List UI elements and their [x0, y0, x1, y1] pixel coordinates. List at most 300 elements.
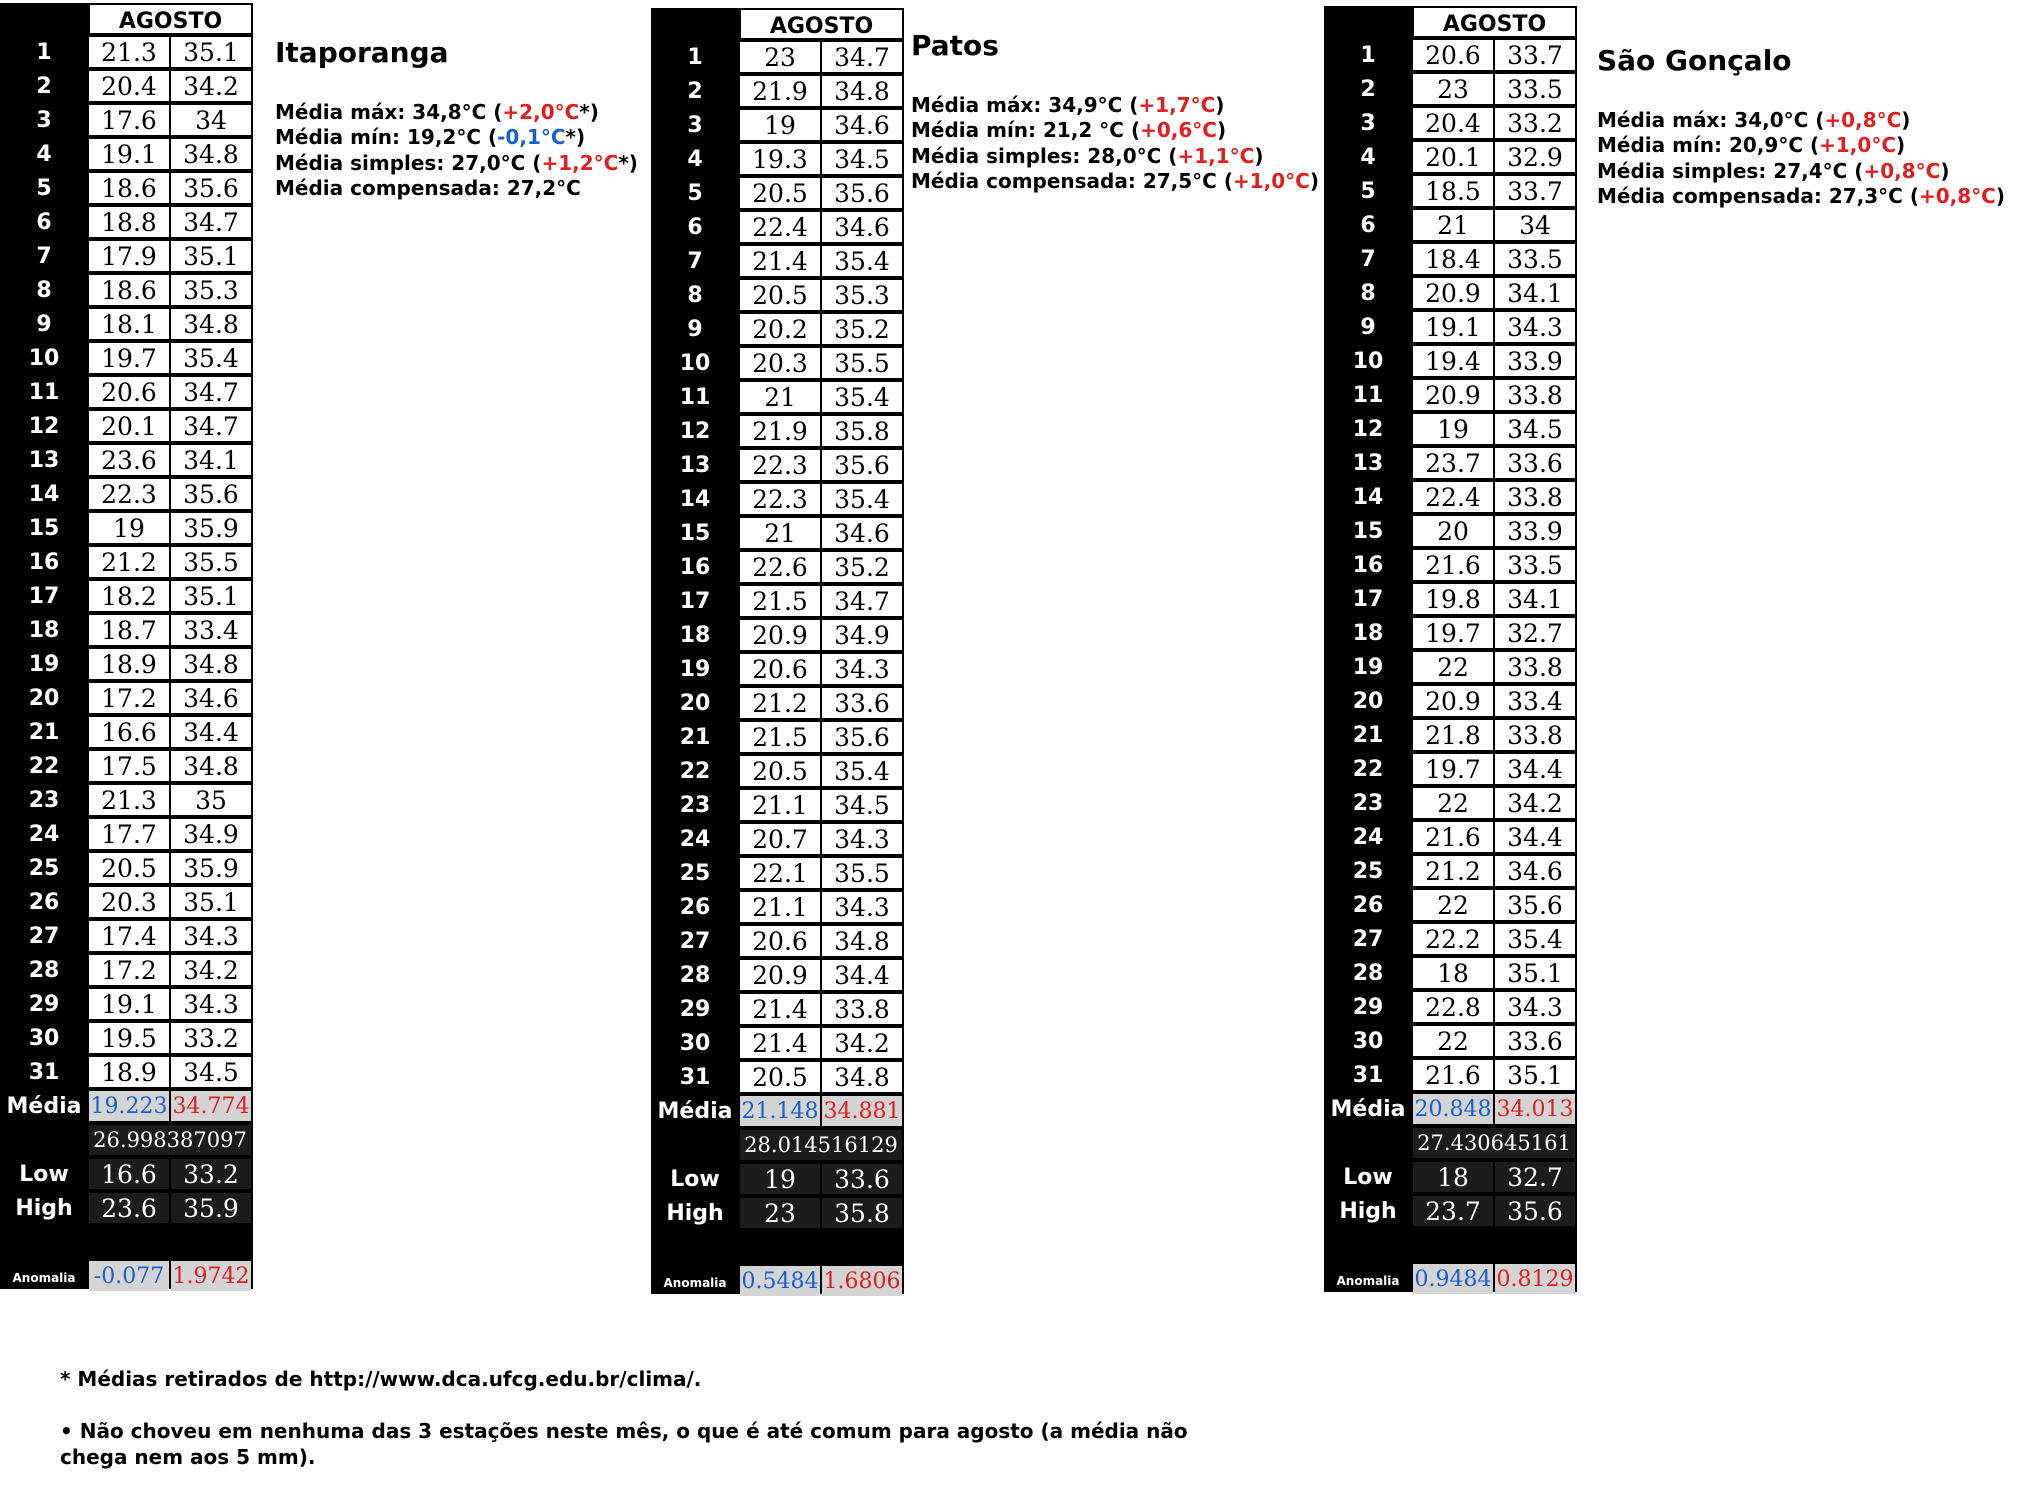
max-temp-cell: 34.8: [822, 76, 902, 106]
summary-line: [275, 125, 638, 151]
anomaly-value: +1,0°C: [1819, 133, 1896, 157]
day-label: 25: [28, 856, 60, 881]
day-label: 8: [1360, 281, 1376, 306]
max-temp-cell: 34.4: [1495, 822, 1575, 852]
table-row: [651, 720, 904, 754]
day-label: 27: [28, 924, 60, 949]
table-row: [1324, 140, 1577, 174]
day-label: 12: [1352, 417, 1384, 442]
summary-suffix: ): [1896, 133, 1906, 157]
summary-line: [1597, 184, 2005, 210]
max-temp-cell: 34.6: [822, 212, 902, 242]
high-row: [0, 1191, 253, 1225]
day-label: 22: [1352, 757, 1384, 782]
min-temp-cell: 21.8: [1413, 720, 1493, 750]
day-label: 8: [36, 278, 52, 303]
table-row: [1324, 242, 1577, 276]
day-label: 8: [687, 283, 703, 308]
anomaly-value: -0,1°C: [497, 125, 566, 149]
day-label: 5: [1360, 179, 1376, 204]
summary-suffix: ): [1309, 169, 1319, 193]
min-temp-cell: 22: [1413, 890, 1493, 920]
max-temp-cell: 35.4: [822, 246, 902, 276]
max-temp-cell: 33.8: [1495, 380, 1575, 410]
summary-suffix: ): [1215, 92, 1225, 117]
station-summary-0: [275, 36, 638, 202]
day-label: 7: [687, 249, 703, 274]
min-temp-cell: 20.3: [89, 887, 169, 917]
max-temp-cell: 34.3: [1495, 312, 1575, 342]
day-label: 9: [687, 317, 703, 342]
station-table-2: [1324, 6, 1577, 1292]
max-temp-cell: 34.4: [822, 960, 902, 990]
table-row: [651, 278, 904, 312]
min-temp-cell: 21.2: [89, 547, 169, 577]
min-temp-cell: 19.1: [89, 989, 169, 1019]
min-temp-cell: 22.3: [740, 450, 820, 480]
day-label: 20: [1352, 689, 1384, 714]
table-row: [651, 754, 904, 788]
anomaly-value: +0,8°C: [1918, 184, 1996, 208]
table-row: [1324, 684, 1577, 718]
table-row: [1324, 208, 1577, 242]
day-label: 26: [28, 890, 60, 915]
summary-line: [275, 100, 638, 126]
min-temp-cell: 18.7: [89, 615, 169, 645]
max-temp-cell: 35.9: [171, 853, 251, 883]
table-row: [651, 346, 904, 380]
min-temp-cell: 18.1: [89, 309, 169, 339]
overall-mean-cell: 28.014516129: [740, 1130, 902, 1160]
day-label: 11: [679, 385, 711, 410]
max-temp-cell: 32.7: [1495, 618, 1575, 648]
min-temp-cell: 19.3: [740, 144, 820, 174]
day-label: 17: [679, 589, 711, 614]
max-temp-cell: 33.5: [1495, 244, 1575, 274]
max-temp-cell: 34.1: [171, 445, 251, 475]
day-label: 16: [1352, 553, 1384, 578]
table-row: [1324, 276, 1577, 310]
table-row: [651, 40, 904, 74]
table-row: [0, 885, 253, 919]
max-temp-cell: 35: [171, 785, 251, 815]
min-temp-cell: 23: [740, 42, 820, 72]
table-row: [1324, 72, 1577, 106]
min-temp-cell: 22.4: [740, 212, 820, 242]
media-min-cell: 21.148: [740, 1096, 820, 1126]
day-label: 17: [1352, 587, 1384, 612]
max-temp-cell: 34.7: [171, 377, 251, 407]
min-temp-cell: 21.1: [740, 790, 820, 820]
max-temp-cell: 34.6: [822, 110, 902, 140]
max-temp-cell: 34.8: [171, 139, 251, 169]
month-header: AGOSTO: [88, 3, 253, 35]
table-row: [1324, 922, 1577, 956]
table-row: [651, 210, 904, 244]
station-table-0: [0, 3, 253, 1289]
min-temp-cell: 19.5: [89, 1023, 169, 1053]
anomaly-max-cell: 1.6806: [822, 1266, 902, 1296]
min-temp-cell: 20.9: [1413, 686, 1493, 716]
max-temp-cell: 35.6: [171, 173, 251, 203]
min-temp-cell: 21.5: [740, 586, 820, 616]
min-temp-cell: 20.4: [89, 71, 169, 101]
summary-label: Média compensada: 27,3°C (: [1597, 184, 1919, 208]
high-max-cell: 35.8: [822, 1198, 902, 1228]
low-label: Low: [1343, 1165, 1393, 1190]
summary-line: [275, 176, 638, 202]
station-summary-2: [1597, 44, 2005, 210]
table-row: [0, 545, 253, 579]
max-temp-cell: 34.9: [822, 620, 902, 650]
summary-suffix: *): [565, 125, 586, 149]
day-label: 23: [28, 788, 60, 813]
max-temp-cell: 35.6: [171, 479, 251, 509]
overall-mean-row: [0, 1123, 253, 1157]
day-label: 6: [36, 210, 52, 235]
summary-label: Média mín: 19,2°C (: [275, 125, 498, 149]
summary-line: [911, 93, 1319, 119]
table-row: [1324, 480, 1577, 514]
max-temp-cell: 35.4: [822, 484, 902, 514]
max-temp-cell: 33.2: [1495, 108, 1575, 138]
high-min-cell: 23: [740, 1198, 820, 1228]
min-temp-cell: 23: [1413, 74, 1493, 104]
min-temp-cell: 20.4: [1413, 108, 1493, 138]
table-row: [651, 482, 904, 516]
min-temp-cell: 17.7: [89, 819, 169, 849]
max-temp-cell: 34.5: [1495, 414, 1575, 444]
day-label: 3: [687, 113, 703, 138]
day-label: 2: [687, 79, 703, 104]
day-label: 7: [36, 244, 52, 269]
day-label: 17: [28, 584, 60, 609]
day-label: 23: [1352, 791, 1384, 816]
day-rows: [651, 40, 904, 1298]
day-label: 30: [1352, 1029, 1384, 1054]
min-temp-cell: 19.7: [1413, 618, 1493, 648]
min-temp-cell: 23.6: [89, 445, 169, 475]
table-row: [0, 69, 253, 103]
low-min-cell: 16.6: [89, 1159, 169, 1189]
max-temp-cell: 32.9: [1495, 142, 1575, 172]
table-row: [0, 953, 253, 987]
day-label: 19: [1352, 655, 1384, 680]
rain-note: • Não choveu em nenhuma das 3 estações neste mês, o que é até comum para agosto (a média não chega nem aos 5 mm).: [60, 1419, 1188, 1469]
max-temp-cell: 35.6: [1495, 890, 1575, 920]
min-temp-cell: 17.2: [89, 955, 169, 985]
max-temp-cell: 33.4: [171, 615, 251, 645]
min-temp-cell: 22.4: [1413, 482, 1493, 512]
max-temp-cell: 35.2: [822, 552, 902, 582]
day-label: 15: [1352, 519, 1384, 544]
summary-label: Média compensada: 27,5°C (: [911, 169, 1233, 193]
day-label: 11: [28, 380, 60, 405]
table-row: [651, 550, 904, 584]
table-row: [0, 171, 253, 205]
day-label: 1: [687, 45, 703, 70]
table-row: [651, 992, 904, 1026]
day-label: 10: [1352, 349, 1384, 374]
min-temp-cell: 21: [740, 382, 820, 412]
summary-suffix: ): [1940, 158, 1950, 183]
day-label: 21: [1352, 723, 1384, 748]
table-row: [651, 244, 904, 278]
overall-mean-row: [1324, 1126, 1577, 1160]
max-temp-cell: 35.4: [1495, 924, 1575, 954]
table-row: [651, 108, 904, 142]
anomaly-min-cell: 0.5484: [740, 1266, 820, 1296]
min-temp-cell: 22.8: [1413, 992, 1493, 1022]
max-temp-cell: 34.5: [822, 790, 902, 820]
anomaly-max-cell: 1.9742: [171, 1261, 251, 1291]
table-row: [1324, 310, 1577, 344]
table-row: [1324, 616, 1577, 650]
day-label: 19: [28, 652, 60, 677]
anomaly-value: +0,6°C: [1140, 118, 1217, 142]
anomaly-value: +1,1°C: [1177, 143, 1255, 168]
min-temp-cell: 20.5: [740, 178, 820, 208]
low-min-cell: 18: [1413, 1162, 1493, 1192]
day-label: 6: [1360, 213, 1376, 238]
table-row: [651, 142, 904, 176]
min-temp-cell: 22: [1413, 1026, 1493, 1056]
low-min-cell: 19: [740, 1164, 820, 1194]
max-temp-cell: 33.7: [1495, 40, 1575, 70]
spacer-row: [0, 1225, 253, 1259]
max-temp-cell: 34.6: [171, 683, 251, 713]
max-temp-cell: 33.8: [1495, 652, 1575, 682]
day-label: 18: [28, 618, 60, 643]
day-label: 18: [679, 623, 711, 648]
anomaly-value: +1,7°C: [1138, 92, 1216, 117]
day-label: 13: [28, 448, 60, 473]
low-row: [1324, 1160, 1577, 1194]
low-label: Low: [19, 1162, 69, 1187]
table-row: [0, 749, 253, 783]
summary-label: Média mín: 21,2 °C (: [911, 118, 1141, 142]
day-label: 14: [679, 487, 711, 512]
min-temp-cell: 21.4: [740, 1028, 820, 1058]
min-temp-cell: 19.8: [1413, 584, 1493, 614]
table-row: [0, 341, 253, 375]
day-label: 26: [679, 895, 711, 920]
day-label: 30: [28, 1026, 60, 1051]
day-label: 9: [1360, 315, 1376, 340]
max-temp-cell: 34.8: [822, 1062, 902, 1092]
day-label: 2: [1360, 77, 1376, 102]
table-row: [1324, 820, 1577, 854]
min-temp-cell: 18.4: [1413, 244, 1493, 274]
summary-line: [911, 169, 1319, 195]
table-row: [0, 477, 253, 511]
min-temp-cell: 21.9: [740, 76, 820, 106]
table-row: [651, 74, 904, 108]
table-row: [0, 239, 253, 273]
station-name: São Gonçalo: [1597, 44, 1792, 77]
overall-mean-cell: 26.998387097: [89, 1125, 251, 1155]
media-max-cell: 34.881: [822, 1096, 902, 1126]
min-temp-cell: 18.2: [89, 581, 169, 611]
table-row: [1324, 38, 1577, 72]
day-label: 10: [679, 351, 711, 376]
max-temp-cell: 34.3: [171, 989, 251, 1019]
day-label: 27: [1352, 927, 1384, 952]
anomaly-label: Anomalia: [12, 1271, 76, 1285]
max-temp-cell: 35.9: [171, 513, 251, 543]
media-min-cell: 20.848: [1413, 1094, 1493, 1124]
table-row: [651, 822, 904, 856]
day-label: 24: [1352, 825, 1384, 850]
min-temp-cell: 21.6: [1413, 550, 1493, 580]
table-row: [1324, 786, 1577, 820]
max-temp-cell: 34.5: [171, 1057, 251, 1087]
table-row: [0, 511, 253, 545]
day-label: 22: [28, 754, 60, 779]
table-row: [1324, 344, 1577, 378]
table-row: [651, 958, 904, 992]
table-row: [651, 924, 904, 958]
summary-line: [1597, 108, 2005, 134]
table-row: [0, 273, 253, 307]
max-temp-cell: 33.7: [1495, 176, 1575, 206]
low-row: [651, 1162, 904, 1196]
min-temp-cell: 20.5: [740, 1062, 820, 1092]
max-temp-cell: 34.2: [171, 71, 251, 101]
anomaly-row: [1324, 1262, 1577, 1296]
max-temp-cell: 35.1: [171, 37, 251, 67]
day-label: 26: [1352, 893, 1384, 918]
day-label: 7: [1360, 247, 1376, 272]
max-temp-cell: 35.6: [822, 178, 902, 208]
max-temp-cell: 34.4: [171, 717, 251, 747]
anomaly-value: +1,2°C: [541, 150, 619, 175]
station-table-1: [651, 8, 904, 1294]
table-row: [0, 647, 253, 681]
anomaly-max-cell: 0.8129: [1495, 1264, 1575, 1294]
day-label: 28: [1352, 961, 1384, 986]
low-max-cell: 33.6: [822, 1164, 902, 1194]
day-label: 12: [28, 414, 60, 439]
media-label: Média: [6, 1094, 82, 1119]
max-temp-cell: 35.1: [1495, 958, 1575, 988]
max-temp-cell: 34.3: [822, 824, 902, 854]
max-temp-cell: 34.3: [822, 654, 902, 684]
min-temp-cell: 17.4: [89, 921, 169, 951]
max-temp-cell: 33.8: [1495, 720, 1575, 750]
anomaly-min-cell: -0.077: [89, 1261, 169, 1291]
table-row: [651, 584, 904, 618]
table-row: [1324, 378, 1577, 412]
day-label: 10: [28, 346, 60, 371]
max-temp-cell: 33.6: [822, 688, 902, 718]
min-temp-cell: 21.9: [740, 416, 820, 446]
max-temp-cell: 35.4: [171, 343, 251, 373]
max-temp-cell: 34.3: [171, 921, 251, 951]
day-label: 11: [1352, 383, 1384, 408]
min-temp-cell: 21.6: [1413, 1060, 1493, 1090]
max-temp-cell: 35.5: [171, 547, 251, 577]
table-row: [1324, 548, 1577, 582]
min-temp-cell: 17.2: [89, 683, 169, 713]
day-label: 14: [28, 482, 60, 507]
day-label: 22: [679, 759, 711, 784]
max-temp-cell: 35.2: [822, 314, 902, 344]
min-temp-cell: 22.3: [89, 479, 169, 509]
min-temp-cell: 21.6: [1413, 822, 1493, 852]
table-row: [1324, 718, 1577, 752]
day-label: 28: [679, 963, 711, 988]
media-min-cell: 19.223: [89, 1091, 169, 1121]
max-temp-cell: 34: [1495, 210, 1575, 240]
summary-label: Média máx: 34,0°C (: [1597, 107, 1825, 132]
day-label: 13: [1352, 451, 1384, 476]
anomaly-min-cell: 0.9484: [1413, 1264, 1493, 1294]
min-temp-cell: 21.3: [89, 37, 169, 67]
table-row: [651, 414, 904, 448]
day-label: 23: [679, 793, 711, 818]
max-temp-cell: 33.9: [1495, 516, 1575, 546]
max-temp-cell: 35.6: [822, 450, 902, 480]
max-temp-cell: 34: [171, 105, 251, 135]
high-label: High: [1339, 1199, 1397, 1224]
table-row: [1324, 582, 1577, 616]
anomaly-value: +0,8°C: [1863, 158, 1941, 183]
table-row: [0, 205, 253, 239]
overall-mean-cell: 27.430645161: [1413, 1128, 1575, 1158]
anomaly-row: [0, 1259, 253, 1293]
anomaly-value: +1,0°C: [1232, 169, 1310, 193]
table-row: [1324, 956, 1577, 990]
table-row: [1324, 888, 1577, 922]
max-temp-cell: 34.8: [171, 751, 251, 781]
min-temp-cell: 21.3: [89, 785, 169, 815]
summary-label: Média máx: 34,8°C (: [275, 99, 503, 124]
table-row: [651, 618, 904, 652]
day-label: 13: [679, 453, 711, 478]
table-row: [651, 448, 904, 482]
min-temp-cell: 19.7: [89, 343, 169, 373]
table-row: [0, 919, 253, 953]
min-temp-cell: 21.5: [740, 722, 820, 752]
high-label: High: [666, 1201, 724, 1226]
day-label: 12: [679, 419, 711, 444]
table-row: [1324, 446, 1577, 480]
min-temp-cell: 20.6: [89, 377, 169, 407]
min-temp-cell: 22.6: [740, 552, 820, 582]
table-row: [651, 516, 904, 550]
min-temp-cell: 19.1: [89, 139, 169, 169]
media-row: [651, 1094, 904, 1128]
min-temp-cell: 20.5: [740, 280, 820, 310]
media-max-cell: 34.774: [171, 1091, 251, 1121]
table-row: [651, 176, 904, 210]
table-row: [651, 1060, 904, 1094]
day-label: 24: [28, 822, 60, 847]
min-temp-cell: 21: [1413, 210, 1493, 240]
summary-line: [275, 151, 638, 177]
low-row: [0, 1157, 253, 1191]
max-temp-cell: 33.6: [1495, 1026, 1575, 1056]
day-label: 29: [1352, 995, 1384, 1020]
day-label: 6: [687, 215, 703, 240]
min-temp-cell: 19.4: [1413, 346, 1493, 376]
min-temp-cell: 20.2: [740, 314, 820, 344]
day-label: 3: [36, 108, 52, 133]
min-temp-cell: 18: [1413, 958, 1493, 988]
month-header: AGOSTO: [739, 8, 904, 40]
max-temp-cell: 34.4: [1495, 754, 1575, 784]
